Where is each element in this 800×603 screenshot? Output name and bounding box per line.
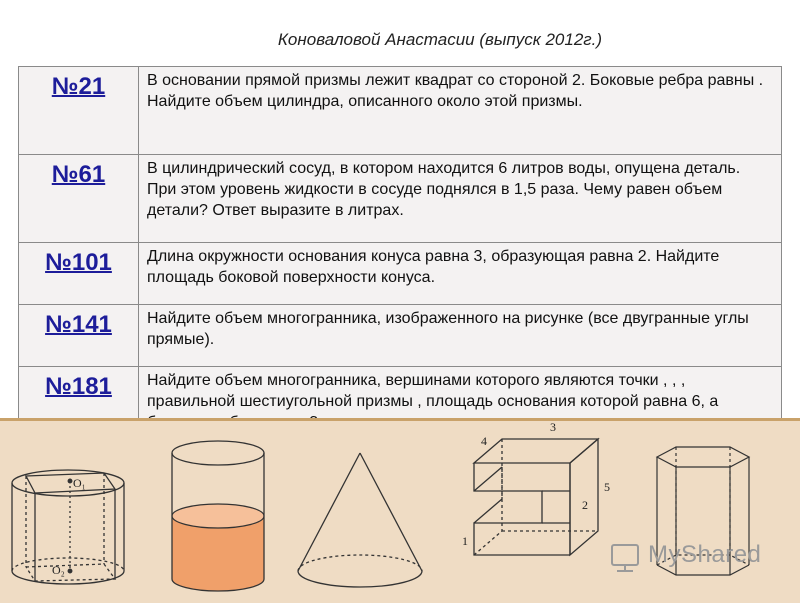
- myshared-logo-icon: [612, 545, 638, 571]
- prism-top-center-label: O₁: [73, 476, 86, 490]
- figures-drawing: [0, 421, 800, 603]
- task-row: [19, 243, 782, 305]
- task-141-text: Найдите объем многогранника, изображенного на рисунке (все двугранные углы прямые).: [139, 305, 782, 367]
- prism-in-cylinder-figure: [12, 470, 124, 584]
- watermark-text: MyShared: [648, 541, 762, 568]
- task-61-text: В цилиндрический сосуд, в котором находится 6 литров воды, опущена деталь. При этом уровень жидкости в сосуде поднялся в 1,5 раза. Чему равен объем детали? Ответ выразите в литрах.: [139, 155, 782, 243]
- poly-label-c: 5: [604, 480, 610, 494]
- poly-label-d: 1: [462, 534, 468, 548]
- poly-label-e: 2: [582, 498, 588, 512]
- task-row: [19, 305, 782, 367]
- task-181-link[interactable]: №181: [45, 373, 112, 400]
- task-101-link[interactable]: №101: [45, 249, 112, 276]
- task-row: [19, 155, 782, 243]
- cylinder-water-figure: [172, 441, 264, 591]
- figures-panel: [0, 418, 800, 603]
- prism-bottom-center-label: O₂: [52, 563, 65, 577]
- poly-label-a: 4: [481, 434, 487, 448]
- header: [0, 30, 800, 50]
- poly-label-b: 3: [550, 421, 556, 434]
- task-101-text: Длина окружности основания конуса равна 3, образующая равна 2. Найдите площадь боковой поверхности конуса.: [139, 243, 782, 305]
- task-141-link[interactable]: №141: [45, 311, 112, 338]
- task-61-link[interactable]: №61: [51, 161, 106, 188]
- task-row: [19, 67, 782, 155]
- task-181-text: Найдите объем многогранника, вершинами которого являются точки , , , правильной шестиугольной призмы , площадь основания которой равна 6, а: [139, 367, 782, 451]
- polyhedron-figure: [474, 439, 598, 555]
- tasks-table: [18, 66, 782, 451]
- author-caption: Коноваловой Анастасии (выпуск 2012г.): [277, 30, 603, 49]
- task-21-text: В основании прямой призмы лежит квадрат со стороной 2. Боковые ребра равны . Найдите объем цилиндра, описанного около этой призмы.: [139, 67, 782, 155]
- cone-figure: [298, 453, 422, 587]
- task-21-link[interactable]: №21: [51, 73, 106, 100]
